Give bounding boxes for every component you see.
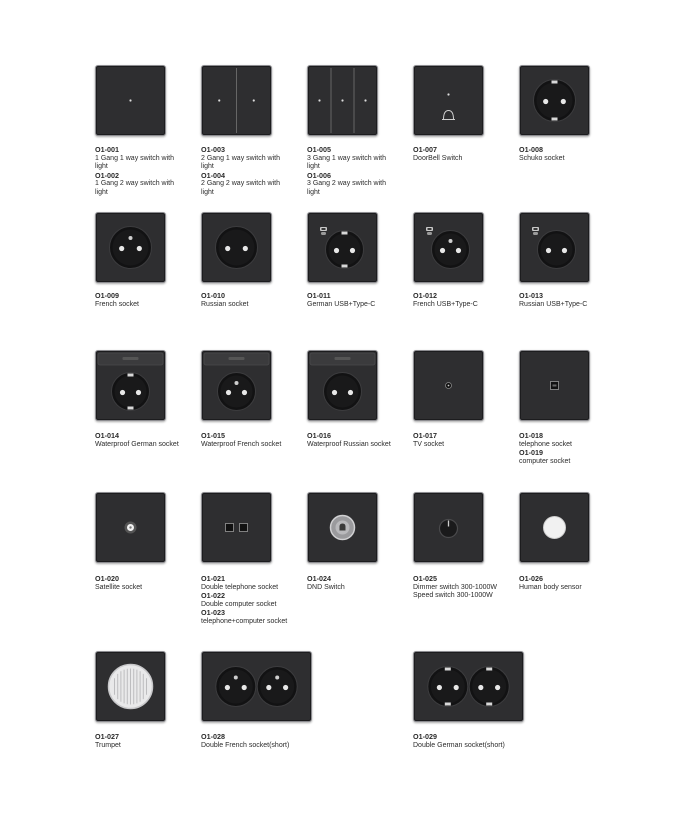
product-description: Speed switch 300-1000W <box>413 592 493 600</box>
2-gang-switch-icon <box>201 65 272 136</box>
waterproof-french-socket-icon <box>201 350 272 421</box>
product-description: Schuko socket <box>519 154 565 162</box>
product-code: O1-010 <box>201 291 225 300</box>
product-code: O1-019 <box>519 448 543 458</box>
product-description: Trumpet <box>95 741 121 749</box>
product-description: Double computer socket <box>201 600 277 608</box>
product-code: O1-018 <box>519 431 543 440</box>
product-code: O1-022 <box>201 591 225 601</box>
tv-socket-icon <box>413 350 484 421</box>
product-code: O1-007 <box>413 145 437 154</box>
data-socket-icon <box>519 350 590 421</box>
product-description: German USB+Type-C <box>307 300 376 308</box>
double-german-socket-icon <box>413 651 524 722</box>
product-caption <box>95 432 187 449</box>
product-caption <box>201 575 293 627</box>
product-code: O1-012 <box>413 291 437 300</box>
product-caption <box>413 733 523 750</box>
product-description: French USB+Type-C <box>413 300 478 308</box>
product-code: O1-002 <box>95 170 119 180</box>
product-code: O1-017 <box>413 431 437 440</box>
product-caption <box>307 575 399 592</box>
product-code: O1-015 <box>201 431 225 440</box>
product-caption <box>413 432 505 449</box>
product-description: Waterproof French socket <box>201 440 282 448</box>
product-code: O1-027 <box>95 732 119 741</box>
product-caption <box>201 432 293 449</box>
waterproof-german-socket-icon <box>95 350 166 421</box>
dimmer-knob-icon <box>413 492 484 563</box>
bell-icon <box>413 65 484 136</box>
3-gang-switch-icon <box>307 65 378 136</box>
product-code: O1-001 <box>95 145 119 154</box>
double-french-socket-icon <box>201 651 312 722</box>
product-caption <box>95 733 187 750</box>
product-description: TV socket <box>413 440 445 448</box>
product-description: 3 Gang 1 way switch with light <box>307 154 386 171</box>
product-description: Double French socket(short) <box>201 741 290 749</box>
product-description: 2 Gang 2 way switch with light <box>201 180 280 196</box>
product-code: O1-013 <box>519 291 543 300</box>
product-description: Russian socket <box>201 300 249 308</box>
product-code: O1-029 <box>413 732 437 741</box>
satellite-socket-icon <box>95 492 166 563</box>
russian-usb-socket-icon <box>519 212 590 283</box>
schuko-socket-icon <box>519 65 590 136</box>
product-caption <box>519 432 611 466</box>
product-caption <box>201 292 293 309</box>
1-gang-switch-icon <box>95 65 166 136</box>
product-description: telephone socket <box>519 440 572 448</box>
product-caption <box>519 146 611 163</box>
product-description: DND Switch <box>307 583 345 591</box>
product-caption <box>95 575 187 592</box>
product-code: O1-003 <box>201 145 225 154</box>
dnd-switch-icon <box>307 492 378 563</box>
product-description: Russian USB+Type-C <box>519 300 588 308</box>
product-caption <box>413 146 505 163</box>
product-description: Waterproof Russian socket <box>307 440 391 448</box>
product-description: French socket <box>95 300 139 308</box>
product-description: Human body sensor <box>519 583 582 591</box>
product-caption <box>95 146 187 198</box>
product-code: O1-008 <box>519 145 543 154</box>
motion-sensor-icon <box>519 492 590 563</box>
product-description: 1 Gang 1 way switch with light <box>95 154 174 171</box>
product-code: O1-014 <box>95 431 119 440</box>
product-description: Double telephone socket <box>201 583 279 591</box>
product-code: O1-016 <box>307 431 331 440</box>
product-description: 1 Gang 2 way switch with light <box>95 180 174 196</box>
product-code: O1-011 <box>307 291 331 300</box>
speaker-icon <box>95 651 166 722</box>
product-caption <box>201 146 293 198</box>
product-code: O1-004 <box>201 170 225 180</box>
product-caption <box>307 146 399 198</box>
product-code: O1-006 <box>307 170 331 180</box>
product-code: O1-025 <box>413 574 437 583</box>
product-description: 2 Gang 1 way switch with light <box>201 154 280 171</box>
product-code: O1-021 <box>201 574 225 583</box>
product-caption <box>413 292 505 309</box>
russian-socket-icon <box>201 212 272 283</box>
product-code: O1-024 <box>307 574 331 583</box>
product-code: O1-009 <box>95 291 119 300</box>
waterproof-russian-socket-icon <box>307 350 378 421</box>
product-caption <box>413 575 505 601</box>
product-code: O1-028 <box>201 732 225 741</box>
product-description: Satellite socket <box>95 583 143 591</box>
product-caption <box>519 575 611 592</box>
double-data-socket-icon <box>201 492 272 563</box>
product-description: Waterproof German socket <box>95 440 179 448</box>
product-code: O1-026 <box>519 574 543 583</box>
product-code: O1-023 <box>201 608 225 618</box>
product-description: Dimmer switch 300-1000W <box>413 583 498 591</box>
product-caption <box>519 292 611 309</box>
product-description: computer socket <box>519 457 571 465</box>
product-description: Double German socket(short) <box>413 741 505 749</box>
product-description: DoorBell Switch <box>413 154 463 162</box>
product-description: 3 Gang 2 way switch with light <box>307 180 386 196</box>
product-description: telephone+computer socket <box>201 617 288 625</box>
product-caption <box>307 432 399 449</box>
french-usb-socket-icon <box>413 212 484 283</box>
product-caption <box>307 292 399 309</box>
french-socket-icon <box>95 212 166 283</box>
product-caption <box>201 733 311 750</box>
product-caption <box>95 292 187 309</box>
product-code: O1-005 <box>307 145 331 154</box>
product-code: O1-020 <box>95 574 119 583</box>
german-usb-socket-icon <box>307 212 378 283</box>
